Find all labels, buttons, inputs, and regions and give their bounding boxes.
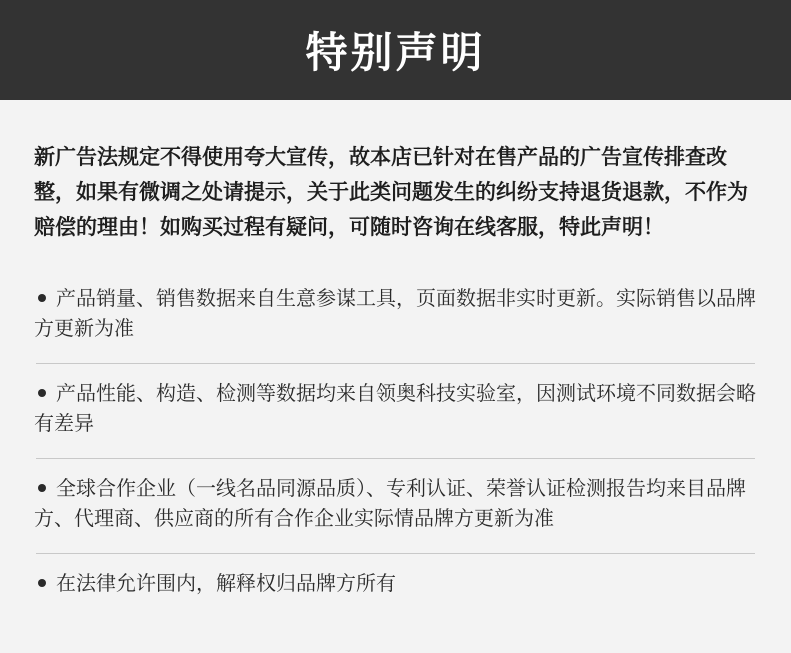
header-bar [0,0,791,100]
divider [36,553,755,554]
notes-list [34,275,757,598]
bullet-icon [38,484,46,492]
note-item [34,370,757,458]
note-text: 全球合作企业（一线名品同源品质）、专利认证、荣誉认证检测报告均来目品牌方、代理商、供应商的所有合作企业实际情品牌方更新为准 [34,476,746,530]
note-item [34,465,757,553]
note-text: 产品性能、构造、检测等数据均来自领奥科技实验室，因测试环境不同数据会略有差异 [34,381,756,435]
bullet-icon [38,294,46,302]
divider [36,458,755,459]
note-text: 产品销量、销售数据来自生意参谋工具，页面数据非实时更新。实际销售以品牌方更新为准 [34,286,756,340]
page-title: 特别声明 [305,28,486,77]
intro-paragraph: 新广告法规定不得使用夸大宣传，故本店已针对在售产品的广告宣传排查改整，如果有微调之处请提示，关于此类问题发生的纠纷支持退货退款，不作为赔偿的理由！如购买过程有疑问，可随时咨询在线客服，特此声明！ [34,145,748,239]
bullet-icon [38,579,46,587]
divider [36,363,755,364]
note-item [34,275,757,363]
note-item [34,560,757,598]
note-text: 在法律允许围内，解释权归品牌方所有 [56,571,396,595]
bullet-icon [38,389,46,397]
